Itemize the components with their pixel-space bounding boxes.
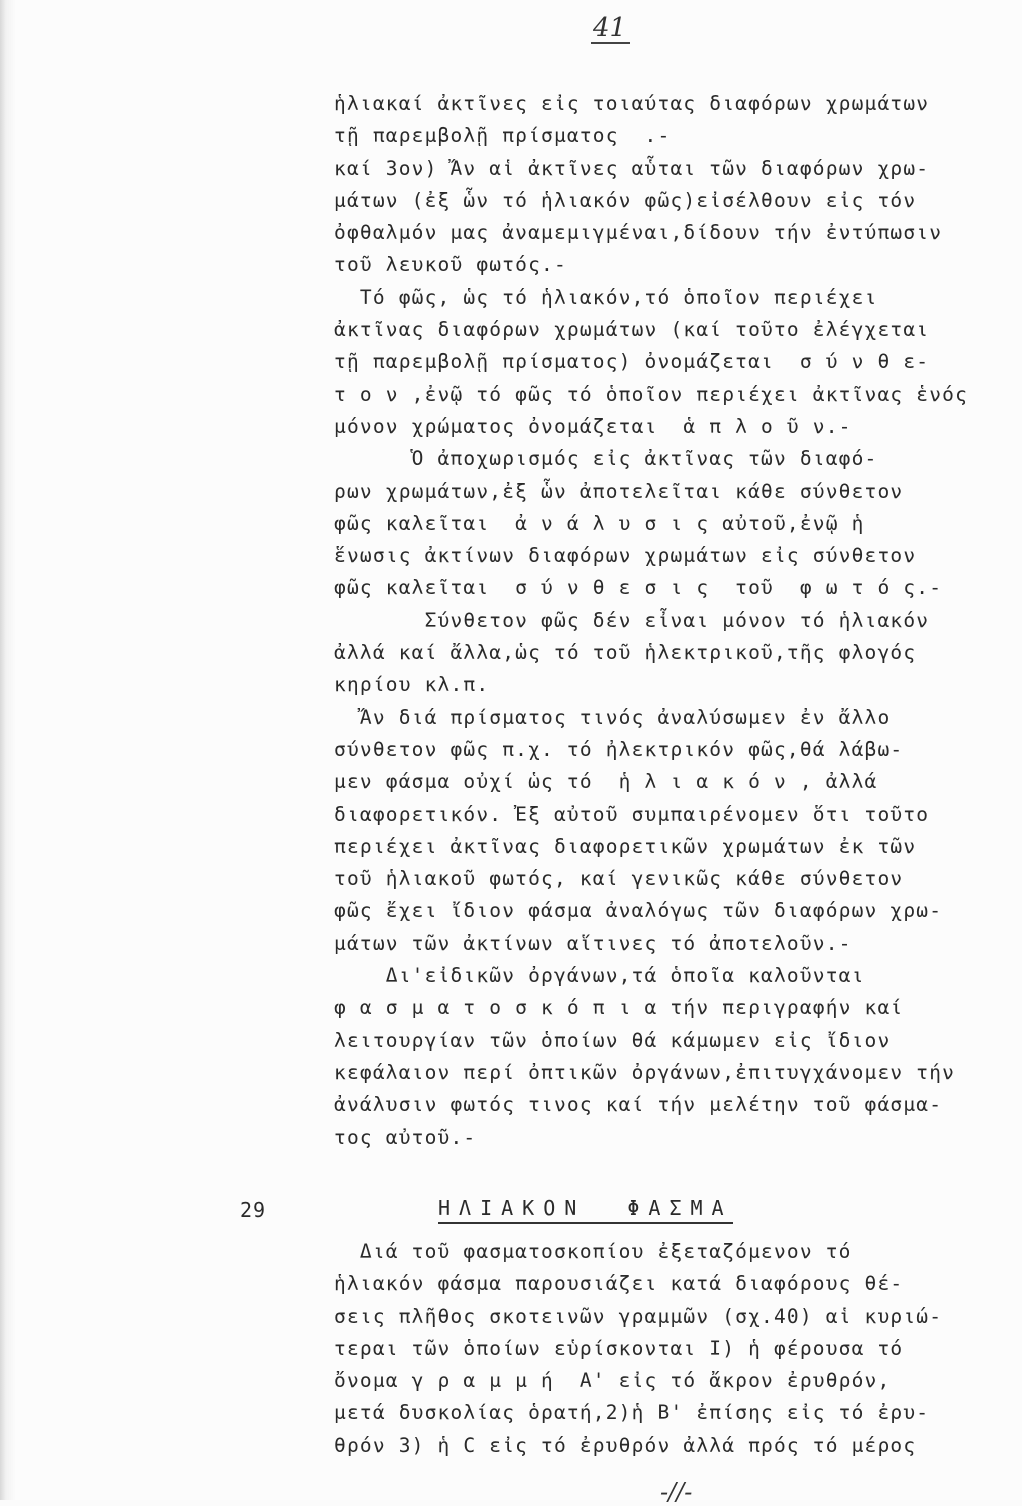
body-text-lower [334, 1236, 984, 1462]
text-line: σύνθετον φῶς π.χ. τό ἠλεκτρικόν φῶς,θά λάβω- [334, 737, 904, 761]
text-line: φ α σ μ α τ ο σ κ ό π ι α τήν περιγραφήν καί [334, 996, 904, 1020]
text-line: ὄνομα γ ρ α μ μ ή Α' εἰς τό ἄκρον ἐρυθρόν, [334, 1369, 891, 1393]
text-line: μεν φάσμα οὐχί ὡς τό ἡ λ ι α κ ό ν , ἀλλά [334, 770, 878, 794]
text-line: τῇ παρεμβολῇ πρίσματος .- [334, 124, 671, 148]
text-line: Διά τοῦ φασματοσκοπίου ἐξεταζόμενον τό [334, 1240, 852, 1263]
text-line: τ ο ν ,ἐνῷ τό φῶς τό ὁποῖον περιέχει ἀκτῖνας ἑνός [334, 382, 969, 406]
text-line: ἡλιακαί ἀκτῖνες εἰς τοιαύτας διαφόρων χρωμάτων [334, 92, 930, 115]
text-line: μετά δυσκολίας ὁρατή,2)ἡ Β' ἐπίσης εἰς τό ἐρυ- [334, 1401, 930, 1425]
text-line: φῶς καλεῖται ἀ ν ά λ υ σ ι ς αὐτοῦ,ἐνῷ ἡ [334, 511, 865, 535]
text-line: διαφορετικόν. Ἐξ αὐτοῦ συμπαιρένομεν ὅτι τοῦτο [334, 802, 930, 826]
text-line: ὀφθαλμόν μας ἀναμεμιγμέναι,δίδουν τήν ἐντύπωσιν [334, 221, 943, 245]
text-line: Δι'εἰδικῶν ὀργάνων,τά ὁποῖα καλοῦνται [334, 964, 865, 988]
text-line: ἕνωσις ἀκτίνων διαφόρων χρωμάτων εἰς σύνθετον [334, 544, 917, 568]
text-line: καί 3ον) Ἄν αἱ ἀκτῖνες αὗται τῶν διαφόρων χρω- [334, 156, 930, 180]
text-line: ἀνάλυσιν φωτός τινος καί τήν μελέτην τοῦ φάσμα- [334, 1093, 943, 1117]
text-line: Ὁ ἀποχωρισμός εἰς ἀκτῖνας τῶν διαφό- [334, 447, 878, 471]
continuation-mark: -//- [660, 1478, 693, 1506]
text-line: ἀλλά καί ἄλλα,ὡς τό τοῦ ἡλεκτρικοῦ,τῆς φλογός [334, 641, 917, 665]
text-line: τος αὐτοῦ.- [334, 1125, 477, 1149]
text-line: λειτουργίαν τῶν ὁποίων θά κάμωμεν εἰς ἴδιον [334, 1028, 891, 1052]
text-line: μάτων (ἐξ ὧν τό ἡλιακόν φῶς)εἰσέλθουν εἰς τόν [334, 188, 917, 212]
text-line: τῇ παρεμβολῇ πρίσματος) ὀνομάζεται σ ύ ν θ ε- [334, 350, 930, 374]
body-text-upper [334, 88, 984, 1154]
margin-paragraph-number: 29 [240, 1198, 267, 1222]
text-line: μόνον χρώματος ὀνομάζεται ἁ π λ ο ῦ ν.- [334, 414, 852, 438]
text-line: περιέχει ἀκτῖνας διαφορετικῶν χρωμάτων ἐκ τῶν [334, 834, 917, 858]
text-line: θρόν 3) ἡ C εἰς τό ἐρυθρόν ἀλλά πρός τό μέρος [334, 1433, 917, 1457]
text-line: μάτων τῶν ἀκτίνων αἵτινες τό ἀποτελοῦν.- [334, 931, 852, 955]
text-line: τοῦ ἡλιακοῦ φωτός, καί γενικῶς κάθε σύνθετον [334, 867, 904, 891]
page-number: 41 [591, 14, 630, 44]
text-line: τεραι τῶν ὁποίων εὑρίσκονται Ι) ἡ φέρουσα τό [334, 1336, 904, 1360]
text-line: φῶς ἔχει ἴδιον φάσμα ἀναλόγως τῶν διαφόρων χρω- [334, 899, 943, 923]
text-line: σεις πλῆθος σκοτεινῶν γραμμῶν (σχ.40) αἱ κυριώ- [334, 1304, 943, 1328]
section-heading: ΗΛΙΑΚΟΝ ΦΑΣΜΑ [438, 1196, 733, 1224]
text-line: ἡλιακόν φάσμα παρουσιάζει κατά διαφόρους θέ- [334, 1272, 904, 1296]
text-line: Ἄν διά πρίσματος τινός ἀναλύσωμεν ἐν ἄλλο [334, 705, 891, 729]
text-line: Τό φῶς, ὡς τό ἡλιακόν,τό ὁποῖον περιέχει [334, 285, 878, 309]
text-line: κεφάλαιον περί ὀπτικῶν ὀργάνων,ἐπιτυγχάνομεν τήν [334, 1060, 956, 1084]
text-line: τοῦ λευκοῦ φωτός.- [334, 253, 567, 277]
text-line: φῶς καλεῖται σ ύ ν θ ε σ ι ς τοῦ φ ω τ ό ς.- [334, 576, 943, 600]
text-line: Σύνθετον φῶς δέν εἶναι μόνον τό ἡλιακόν [334, 608, 930, 632]
text-line: κηρίου κλ.π. [334, 673, 490, 697]
text-line: ἀκτῖνας διαφόρων χρωμάτων (καί τοῦτο ἐλέγχεται [334, 318, 930, 342]
text-line: ρων χρωμάτων,ἐξ ὧν ἀποτελεῖται κάθε σύνθετον [334, 479, 904, 503]
